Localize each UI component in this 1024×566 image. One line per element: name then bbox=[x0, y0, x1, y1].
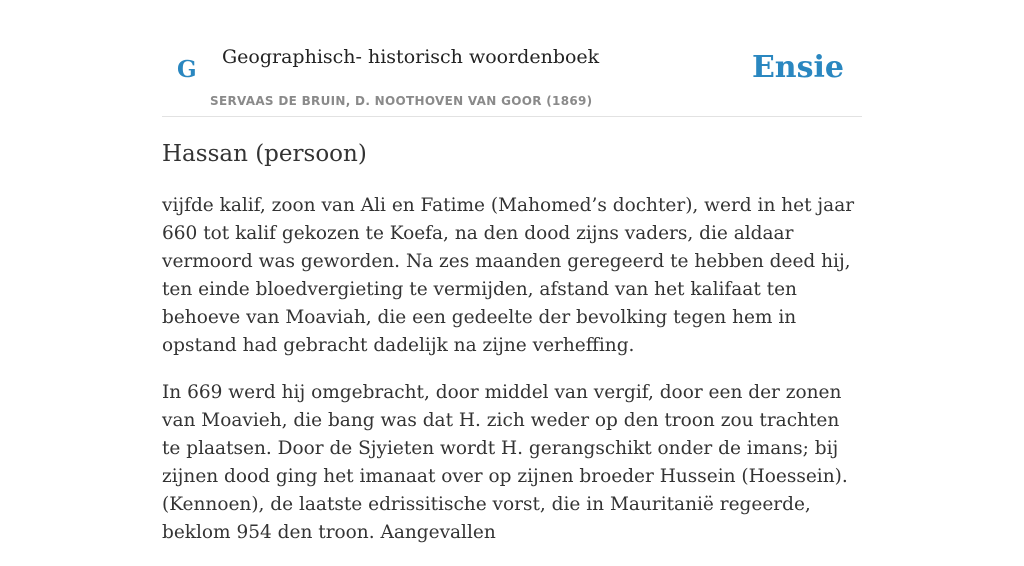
source-logo-icon[interactable]: G bbox=[177, 56, 197, 83]
header bbox=[162, 0, 862, 117]
book-title-link[interactable]: Geographisch- historisch woordenboek bbox=[222, 46, 600, 68]
page bbox=[162, 0, 862, 543]
entry-paragraph: vijfde kalif, zoon van Ali en Fatime (Mahomed’s dochter), werd in het jaar 660 tot kalif gekozen te Koefa, na den dood zijns vaders, die aldaar vermoord was geworden. Na zes maanden geregeerd te hebben deed hij, ten einde bloedvergieting te vermijden, afstand van het kalifaat ten behoeve van Moaviah, die een gedeelte der bevolking tegen hem in opstand had gebracht dadelijk na zijne verheffing. bbox=[162, 195, 855, 356]
entry-body bbox=[162, 192, 862, 566]
entry-title: Hassan (persoon) bbox=[162, 141, 367, 167]
entry-paragraph: In 669 werd hij omgebracht, door middel van vergif, door een der zonen van Moavieh, die bang was dat H. zich weder op den troon zou trachten te plaatsen. Door de Sjyieten wordt H. gerangschikt onder de imans; bij zijnen dood ging het imanaat over op zijnen broeder Hussein (Hoessein).(Kennoen), de laatste edrissitische vorst, die in Mauritanië regeerde, beklom 954 den troon. Aangevallen bbox=[162, 382, 848, 543]
brand-logo[interactable]: Ensie bbox=[751, 50, 844, 85]
book-authors: SERVAAS DE BRUIN, D. NOOTHOVEN VAN GOOR (1869) bbox=[210, 94, 593, 108]
